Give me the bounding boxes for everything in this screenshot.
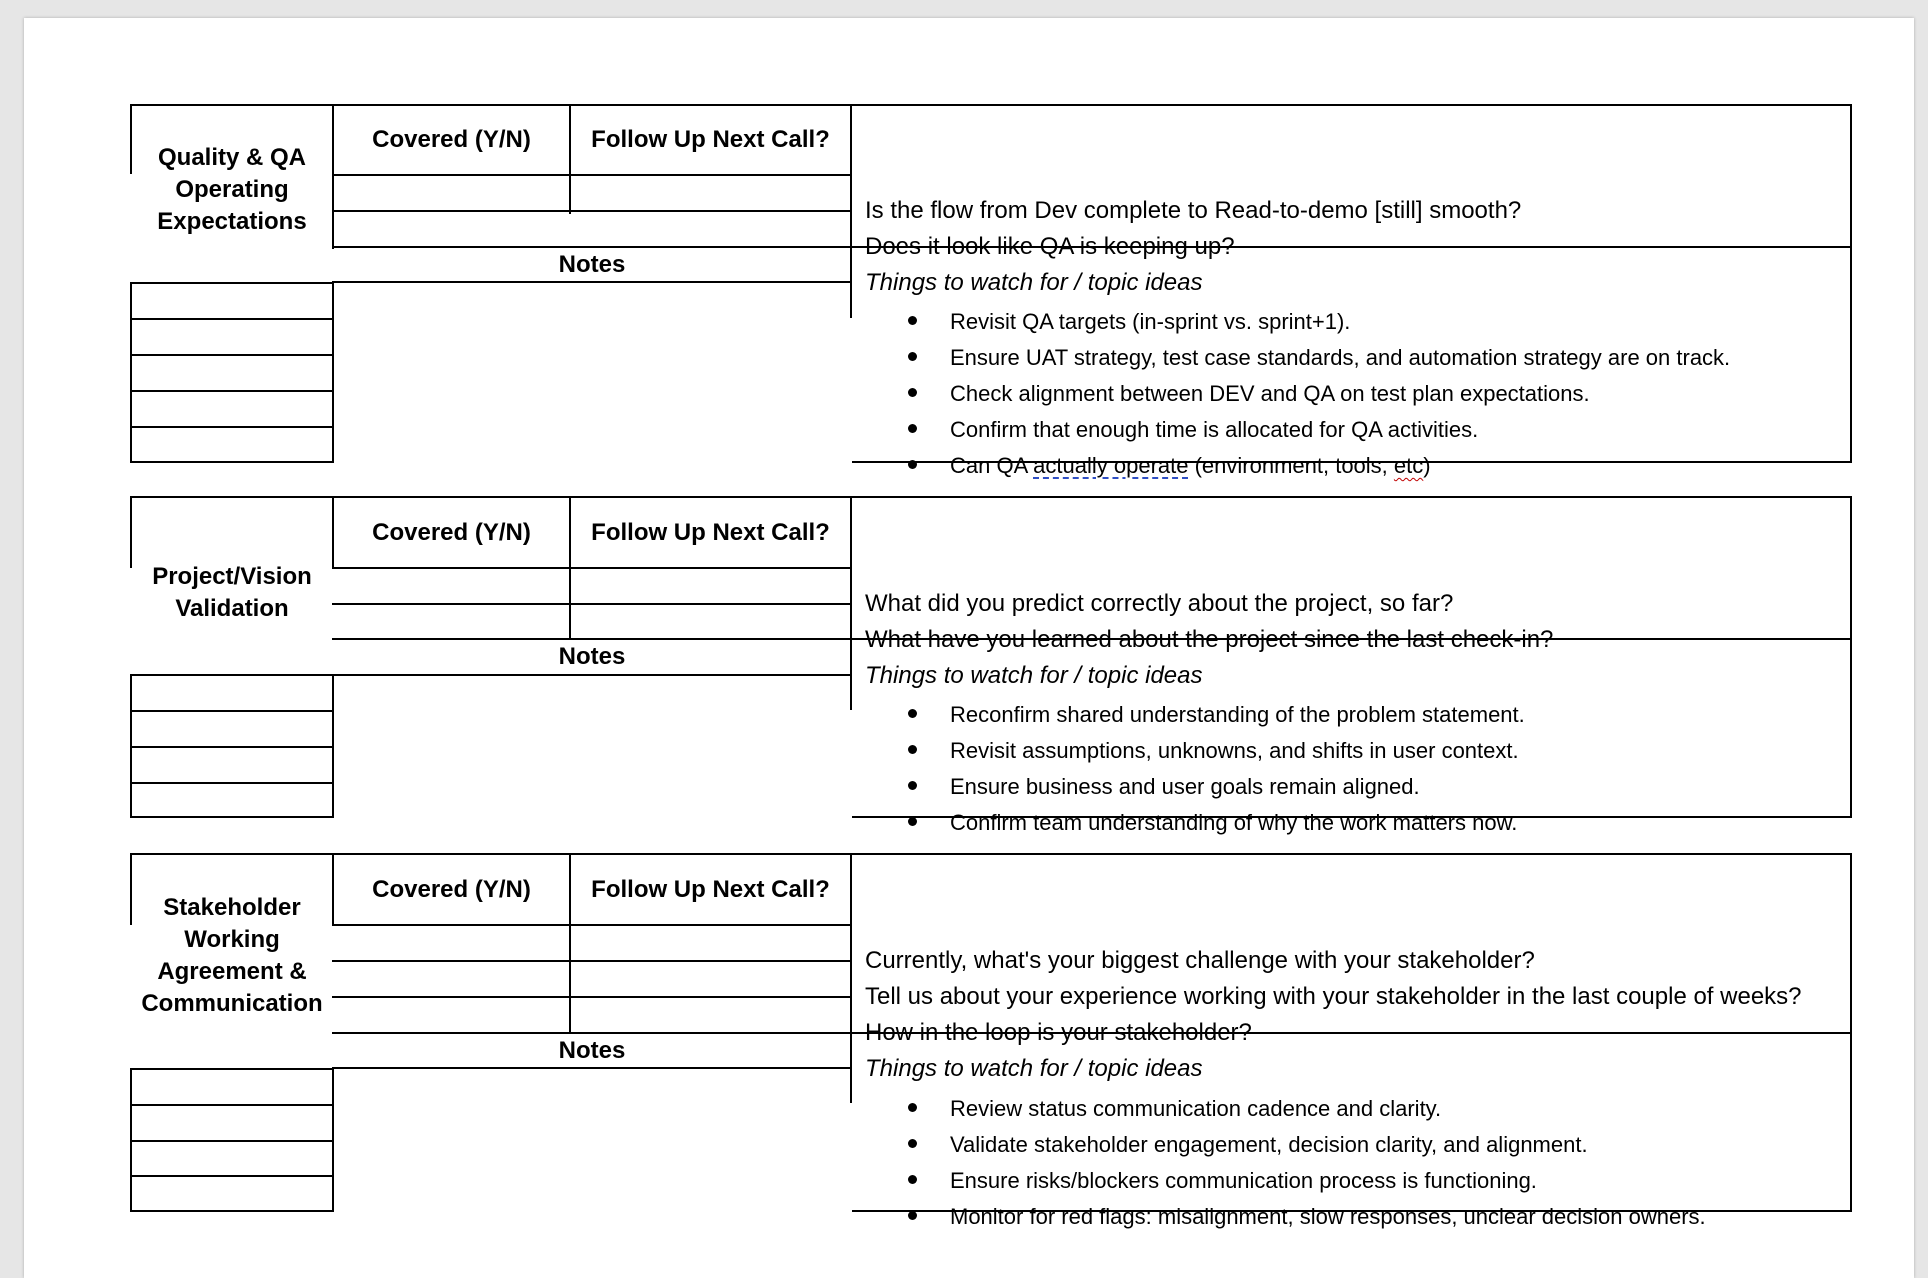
notes-header: Notes	[558, 250, 626, 278]
category-line: Quality & QA	[157, 144, 307, 171]
bullet-text-with-proofing-marks: Can QA actually operate (environment, tools, etc)	[950, 453, 1431, 478]
bullet-icon	[908, 388, 917, 397]
category-line: Expectations	[157, 208, 307, 235]
covered-header: Covered (Y/N)	[372, 875, 531, 903]
bullet-icon	[908, 1103, 917, 1112]
grammar-underline: actually operate	[1033, 453, 1189, 478]
bullet-icon	[908, 781, 917, 790]
question-text: What did you predict correctly about the project, so far?	[865, 590, 1454, 617]
bullet-icon	[908, 1139, 917, 1148]
bullet-icon	[908, 817, 917, 826]
followup-header: Follow Up Next Call?	[591, 875, 830, 903]
question-text: Currently, what's your biggest challenge with your stakeholder?	[865, 947, 1535, 974]
category-line: Operating	[175, 176, 289, 203]
bullet-icon	[908, 745, 917, 754]
notes-header: Notes	[558, 643, 626, 670]
category-label	[132, 558, 332, 628]
bullet-icon	[908, 1211, 917, 1220]
category-label	[132, 142, 332, 238]
covered-header: Covered (Y/N)	[372, 126, 531, 153]
category-line: Project/Vision	[152, 563, 312, 590]
bullet-icon	[908, 460, 917, 469]
question-text: What have you learned about the project since the last check-in?	[865, 626, 1554, 653]
category-line: Working	[184, 926, 280, 953]
question-text: Is the flow from Dev complete to Read-to-demo [still] smooth?	[865, 197, 1522, 224]
bullet-icon	[908, 424, 917, 433]
section-project-vision: Project/Vision Validation Covered (Y/N) Follow Up Next Call? Notes What did you predict correctly about the project, so far? What have you learned about the project since the last check-in? Things to watch for / topic ideas Reconfirm shared understanding of the problem statement. Revisit assumptions, unknowns, and shifts in user context. Ensure business and user goals remain aligned. Confirm team understanding of why the work matters now.	[130, 496, 1852, 841]
spelling-underline: etc	[1393, 453, 1424, 478]
question-text: Does it look like QA is keeping up?	[865, 233, 1235, 260]
category-line: Validation	[175, 595, 289, 622]
covered-header: Covered (Y/N)	[372, 518, 531, 546]
category-line: Stakeholder	[163, 894, 301, 921]
section-quality-qa: Quality & QA Operating Expectations Covered (Y/N) Follow Up Next Call? Notes Is the flow from Dev complete to Read-to-demo [still] smooth? Does it look like QA is keeping up? Things to watch for / topic ideas Revisit QA targets (in-sprint vs. sprint+1). Ensure UAT strategy, test case standards, and automation strategy are on track. Check alignment between DEV and QA on test plan expectations. Confirm that enough time is allocated for QA activities. Can QA actually operate (environment, tools, etc)	[130, 104, 1852, 484]
watch-heading: Things to watch for / topic ideas	[865, 1055, 1203, 1082]
category-label	[132, 891, 332, 1021]
category-line: Agreement &	[157, 958, 307, 985]
notes-header: Notes	[558, 1036, 626, 1064]
bullet-icon	[908, 1175, 917, 1184]
watch-heading: Things to watch for / topic ideas	[865, 269, 1203, 296]
followup-header: Follow Up Next Call?	[591, 126, 830, 153]
category-line: Communication	[141, 990, 323, 1017]
bullet-icon	[908, 709, 917, 718]
section-stakeholder: Stakeholder Working Agreement & Communication Covered (Y/N) Follow Up Next Call? Notes Currently, what's your biggest challenge with your stakeholder? Tell us about your experience working with your stakeholder in the last couple of weeks? How in the loop is your stakeholder? Things to watch for / topic ideas Review status communication cadence and clarity. Validate stakeholder engagement, decision clarity, and alignment. Ensure risks/blockers communication process is functioning. Monitor for red flags: misalignment, slow responses, unclear decision owners.	[130, 853, 1852, 1233]
watch-heading: Things to watch for / topic ideas	[865, 662, 1203, 689]
question-text: How in the loop is your stakeholder?	[865, 1019, 1252, 1046]
document-page	[24, 18, 1914, 1278]
bullet-icon	[908, 352, 917, 361]
bullet-icon	[908, 316, 917, 325]
question-text: Tell us about your experience working with your stakeholder in the last couple of weeks?	[865, 983, 1802, 1010]
followup-header: Follow Up Next Call?	[591, 518, 830, 546]
